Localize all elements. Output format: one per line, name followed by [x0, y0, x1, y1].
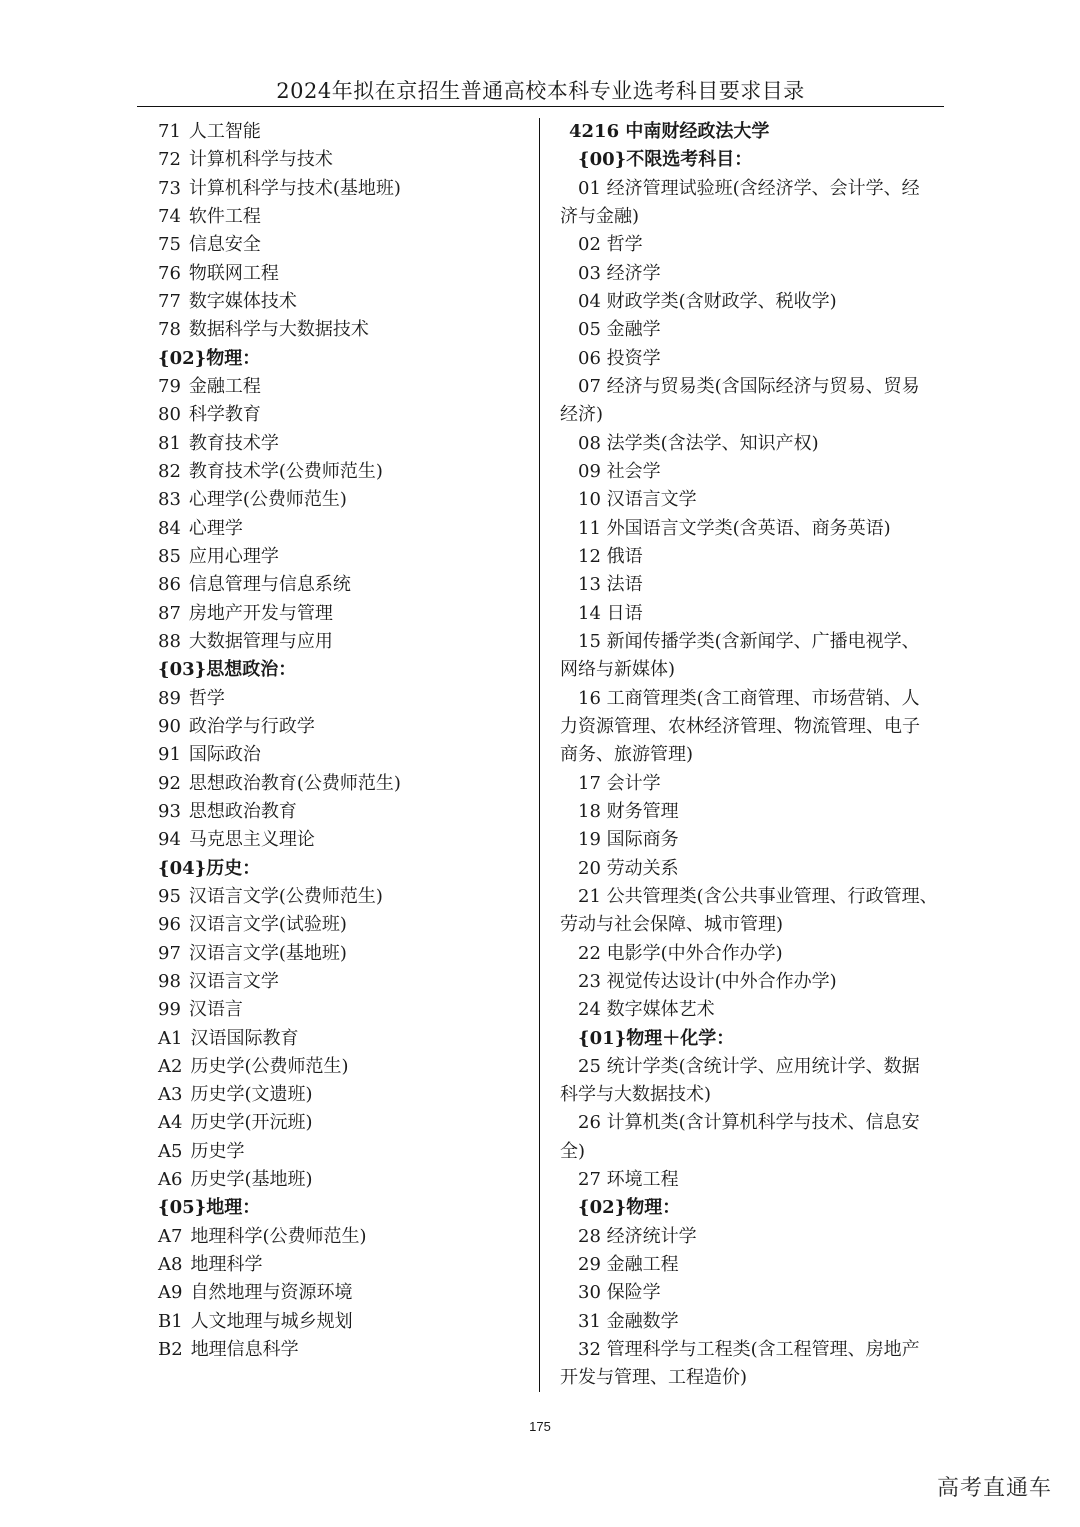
- major-item: [560, 260, 945, 288]
- major-code: 71: [158, 121, 181, 142]
- major-code: A4: [158, 1112, 183, 1134]
- major-line: 11 外国语言文学类(含英语、商务英语): [578, 517, 891, 539]
- major-item: [158, 316, 528, 344]
- major-line: 06 投资学: [578, 347, 661, 369]
- major-line-continued: 网络与新媒体): [560, 659, 676, 681]
- major-code: A2: [158, 1055, 183, 1077]
- major-item: [560, 345, 945, 373]
- major-name: 信息安全: [188, 234, 261, 256]
- major-name: 历史学(基地班): [190, 1169, 313, 1191]
- major-item: [560, 770, 945, 798]
- major-item: [158, 968, 528, 996]
- watermark: 高考直通车: [936, 1476, 1052, 1501]
- major-item: [158, 373, 528, 401]
- major-item: [560, 430, 945, 458]
- section-heading: {05}地理：: [158, 1197, 261, 1219]
- section-heading: {02}物理：: [578, 1197, 681, 1219]
- major-code: 76: [158, 262, 181, 284]
- page-title: 2024年拟在京招生普通高校本科专业选考科目要求目录: [276, 79, 805, 103]
- major-code: 74: [158, 205, 181, 227]
- major-code: 75: [158, 234, 181, 256]
- major-name: 数据科学与大数据技术: [188, 319, 369, 341]
- major-item: [158, 1308, 528, 1336]
- major-item: [158, 401, 528, 429]
- major-line: 17 会计学: [578, 772, 661, 794]
- major-line: 15 新闻传播学类(含新闻学、广播电视学、: [578, 630, 920, 652]
- right-column: [560, 118, 945, 1393]
- major-line: 32 管理科学与工程类(含工程管理、房地产: [578, 1339, 920, 1361]
- major-code: A5: [158, 1140, 183, 1162]
- major-line: 01 经济管理试验班(含经济学、会计学、经: [578, 177, 920, 199]
- major-item: [158, 741, 528, 769]
- major-item: [158, 146, 528, 174]
- major-item: [158, 1138, 528, 1166]
- major-line: 24 数字媒体艺术: [578, 999, 715, 1021]
- major-item: [560, 1053, 945, 1110]
- major-code: 83: [158, 489, 181, 511]
- section-heading: {03}思想政治：: [158, 659, 297, 681]
- section-heading: {04}历史：: [158, 857, 261, 879]
- major-item: [158, 770, 528, 798]
- major-name: 历史学(公费师范生): [190, 1055, 349, 1077]
- left-column: [158, 118, 528, 1364]
- major-item: [560, 855, 945, 883]
- major-item: [560, 231, 945, 259]
- major-code: A9: [158, 1282, 183, 1304]
- major-name: 人文地理与城乡规划: [190, 1310, 353, 1332]
- major-item: [158, 1251, 528, 1279]
- major-line-continued: 劳动与社会保障、城市管理): [560, 914, 784, 936]
- major-item: [158, 1279, 528, 1307]
- major-item: [158, 1166, 528, 1194]
- major-name: 地理科学(公费师范生): [190, 1225, 367, 1247]
- major-code: 98: [158, 970, 181, 992]
- major-code: B1: [158, 1310, 183, 1332]
- major-line: 26 计算机类(含计算机科学与技术、信息安: [578, 1112, 920, 1134]
- major-item: [158, 798, 528, 826]
- major-code: A1: [158, 1027, 183, 1049]
- major-name: 金融工程: [188, 375, 261, 397]
- major-code: A8: [158, 1254, 183, 1276]
- major-item: [560, 826, 945, 854]
- major-line: 21 公共管理类(含公共事业管理、行政管理、: [578, 885, 938, 907]
- major-item: [560, 1279, 945, 1307]
- major-name: 汉语言文学(公费师范生): [188, 885, 383, 907]
- major-name: 教育技术学(公费师范生): [188, 460, 383, 482]
- major-line: 09 社会学: [578, 460, 661, 482]
- major-item: [158, 288, 528, 316]
- major-item: [560, 1308, 945, 1336]
- major-name: 地理科学: [190, 1254, 263, 1276]
- major-name: 科学教育: [188, 404, 261, 426]
- major-item: [560, 288, 945, 316]
- major-code: 90: [158, 715, 181, 737]
- major-line: 30 保险学: [578, 1282, 661, 1304]
- major-code: A6: [158, 1169, 183, 1191]
- major-item: [560, 628, 945, 685]
- major-code: A3: [158, 1084, 183, 1106]
- major-name: 心理学: [188, 517, 243, 539]
- major-line: 02 哲学: [578, 234, 643, 256]
- major-item: [560, 486, 945, 514]
- major-item: [158, 911, 528, 939]
- major-name: 计算机科学与技术(基地班): [188, 177, 401, 199]
- major-code: 92: [158, 772, 181, 794]
- major-line: 13 法语: [578, 574, 643, 596]
- major-line-continued: 济与金融): [560, 205, 640, 227]
- major-line: 14 日语: [578, 602, 643, 624]
- major-item: [158, 685, 528, 713]
- major-name: 数字媒体技术: [188, 290, 297, 312]
- major-item: [158, 175, 528, 203]
- major-line: 27 环境工程: [578, 1169, 679, 1191]
- major-item: [158, 713, 528, 741]
- major-line-continued: 科学与大数据技术): [560, 1084, 712, 1106]
- major-name: 汉语国际教育: [190, 1027, 299, 1049]
- university-heading: 4216 中南财经政法大学: [569, 121, 770, 142]
- major-item: [158, 1109, 528, 1137]
- major-code: 93: [158, 800, 181, 822]
- major-name: 人工智能: [188, 121, 261, 142]
- major-item: [158, 940, 528, 968]
- major-item: [560, 175, 945, 232]
- major-line: 05 金融学: [578, 319, 661, 341]
- major-code: 85: [158, 545, 181, 567]
- major-item: [560, 968, 945, 996]
- major-item: [560, 883, 945, 940]
- major-code: 91: [158, 744, 181, 766]
- major-code: 99: [158, 999, 181, 1021]
- major-item: [158, 1336, 528, 1364]
- major-name: 历史学(文遗班): [190, 1084, 313, 1106]
- major-code: 95: [158, 885, 181, 907]
- major-item: [158, 543, 528, 571]
- major-item: [158, 1025, 528, 1053]
- major-name: 马克思主义理论: [188, 829, 315, 851]
- major-name: 软件工程: [188, 205, 261, 227]
- major-line: 18 财务管理: [578, 800, 679, 822]
- major-item: [158, 1081, 528, 1109]
- major-name: 历史学: [190, 1140, 245, 1162]
- major-name: 地理信息科学: [190, 1339, 299, 1361]
- major-item: [560, 543, 945, 571]
- major-item: [158, 600, 528, 628]
- major-name: 物联网工程: [188, 262, 279, 284]
- major-item: [560, 458, 945, 486]
- major-code: 97: [158, 942, 181, 964]
- major-name: 思想政治教育(公费师范生): [188, 772, 401, 794]
- major-line: 04 财政学类(含财政学、税收学): [578, 290, 837, 312]
- major-name: 国际政治: [188, 744, 261, 766]
- major-item: [560, 515, 945, 543]
- major-line: 22 电影学(中外合作办学): [578, 942, 783, 964]
- major-code: 81: [158, 432, 181, 454]
- major-name: 应用心理学: [188, 545, 279, 567]
- major-item: [560, 685, 945, 770]
- major-name: 哲学: [188, 687, 225, 709]
- major-item: [560, 1166, 945, 1194]
- major-code: 79: [158, 375, 181, 397]
- major-name: 自然地理与资源环境: [190, 1282, 353, 1304]
- major-code: 94: [158, 829, 181, 851]
- major-item: [560, 798, 945, 826]
- major-line: 29 金融工程: [578, 1254, 679, 1276]
- major-line-continued: 开发与管理、工程造价): [560, 1367, 748, 1389]
- major-item: [560, 996, 945, 1024]
- major-item: [158, 571, 528, 599]
- major-code: 87: [158, 602, 181, 624]
- major-item: [560, 316, 945, 344]
- section-heading: {00}不限选考科目：: [578, 149, 753, 171]
- page-number: 175: [529, 1419, 551, 1434]
- major-item: [158, 118, 528, 146]
- major-item: [158, 430, 528, 458]
- major-item: [158, 231, 528, 259]
- major-item: [560, 940, 945, 968]
- major-name: 汉语言文学(试验班): [188, 914, 347, 936]
- major-line: 10 汉语言文学: [578, 489, 697, 511]
- major-code: 96: [158, 914, 181, 936]
- major-item: [158, 883, 528, 911]
- major-name: 汉语言文学(基地班): [188, 942, 347, 964]
- major-line: 12 俄语: [578, 545, 643, 567]
- major-item: [560, 1251, 945, 1279]
- major-name: 房地产开发与管理: [188, 602, 333, 624]
- major-name: 心理学(公费师范生): [188, 489, 347, 511]
- major-name: 信息管理与信息系统: [188, 574, 351, 596]
- major-line: 08 法学类(含法学、知识产权): [578, 432, 819, 454]
- major-item: [158, 628, 528, 656]
- major-code: 88: [158, 630, 181, 652]
- major-line: 03 经济学: [578, 262, 661, 284]
- major-item: [158, 1223, 528, 1251]
- section-heading: {01}物理＋化学：: [578, 1027, 735, 1049]
- major-line-continued: 力资源管理、农林经济管理、物流管理、电子: [560, 715, 920, 737]
- major-item: [560, 1223, 945, 1251]
- major-item: [158, 826, 528, 854]
- major-name: 政治学与行政学: [188, 715, 315, 737]
- major-item: [158, 203, 528, 231]
- major-item: [560, 1336, 945, 1393]
- major-item: [158, 486, 528, 514]
- major-name: 计算机科学与技术: [188, 149, 333, 171]
- major-item: [560, 373, 945, 430]
- section-heading: {02}物理：: [158, 347, 261, 369]
- major-line: 20 劳动关系: [578, 857, 679, 879]
- major-code: 80: [158, 404, 181, 426]
- major-code: B2: [158, 1339, 183, 1361]
- major-name: 思想政治教育: [188, 800, 297, 822]
- major-code: 89: [158, 687, 181, 709]
- major-line-continued: 全): [560, 1140, 586, 1162]
- major-name: 汉语言文学: [188, 970, 279, 992]
- major-code: 78: [158, 319, 181, 341]
- major-item: [560, 571, 945, 599]
- major-item: [158, 515, 528, 543]
- major-code: 86: [158, 574, 181, 596]
- major-item: [158, 260, 528, 288]
- major-line: 23 视觉传达设计(中外合作办学): [578, 970, 837, 992]
- major-line: 07 经济与贸易类(含国际经济与贸易、贸易: [578, 375, 920, 397]
- major-line: 25 统计学类(含统计学、应用统计学、数据: [578, 1055, 920, 1077]
- major-code: 73: [158, 177, 181, 199]
- major-code: 82: [158, 460, 181, 482]
- major-item: [560, 1109, 945, 1166]
- major-name: 教育技术学: [188, 432, 279, 454]
- major-item: [158, 996, 528, 1024]
- major-code: 84: [158, 517, 181, 539]
- major-line: 28 经济统计学: [578, 1225, 697, 1247]
- major-name: 汉语言: [188, 999, 243, 1021]
- column-divider: [539, 118, 540, 1392]
- major-code: 72: [158, 149, 181, 171]
- major-line-continued: 经济): [560, 404, 604, 426]
- major-item: [158, 458, 528, 486]
- major-line: 16 工商管理类(含工商管理、市场营销、人: [578, 687, 920, 709]
- major-name: 大数据管理与应用: [188, 630, 333, 652]
- major-code: 77: [158, 290, 181, 312]
- major-code: A7: [158, 1225, 183, 1247]
- major-name: 历史学(开沅班): [190, 1112, 313, 1134]
- title-divider: [137, 106, 944, 107]
- major-item: [158, 1053, 528, 1081]
- major-item: [560, 600, 945, 628]
- major-line: 19 国际商务: [578, 829, 679, 851]
- major-line: 31 金融数学: [578, 1310, 679, 1332]
- major-line-continued: 商务、旅游管理): [560, 744, 694, 766]
